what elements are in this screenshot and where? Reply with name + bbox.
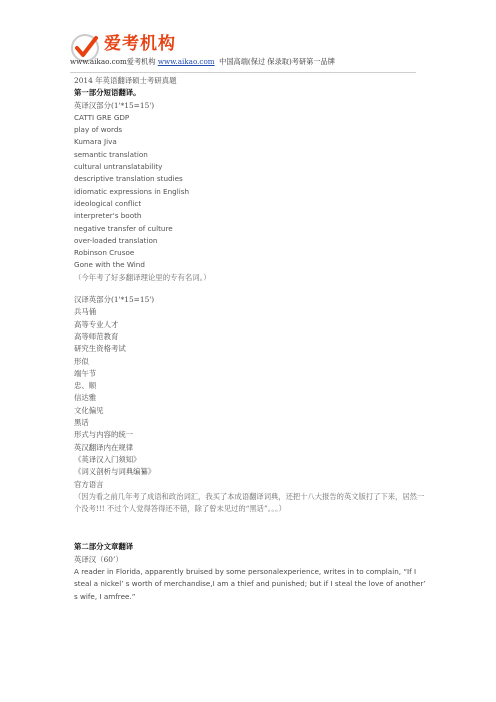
- list-item: 忠、顺: [74, 381, 97, 391]
- list-item: idiomatic expressions in English: [74, 186, 189, 196]
- list-item: CATTI GRE GDP: [74, 112, 130, 122]
- list-item: interpreter's booth: [74, 211, 142, 221]
- list-item: 形似: [74, 356, 89, 366]
- list-item: 高等师范教育: [74, 331, 119, 341]
- doc-title: 2014 年英语翻译硕士考研真题: [74, 76, 177, 85]
- en-cn-note: （今年考了好多翻译理论里的专有名词。）: [74, 272, 211, 282]
- list-item: 黑话: [74, 418, 89, 428]
- list-item: semantic translation: [74, 149, 148, 159]
- en-cn-list: [74, 112, 434, 272]
- page-header: [70, 30, 430, 70]
- list-item: descriptive translation studies: [74, 174, 183, 184]
- cn-en-list: [74, 306, 434, 490]
- cn-en-note: （因为看之前几年考了成语和政治词汇，我买了本成语翻译词典，还把十八大报告的英文版打了下来，居然一个没考!!! 不过个人觉得答得还不错，除了曾未见过的“黑话”。。。）: [74, 491, 425, 514]
- list-item: 形式与内容的统一: [74, 430, 134, 440]
- list-item: play of words: [74, 125, 123, 135]
- header-site-line: [70, 57, 335, 67]
- list-item: Robinson Crusoe: [74, 248, 135, 258]
- list-item: 端午节: [74, 368, 97, 378]
- list-item: ideological conflict: [74, 198, 142, 208]
- list-item: Gone with the Wind: [74, 260, 145, 270]
- list-item: 文化偏见: [74, 405, 104, 415]
- logo-text: 爱考机构: [104, 34, 176, 54]
- list-item: 英汉翻译内在规律: [74, 442, 134, 452]
- list-item: cultural untranslatability: [74, 162, 163, 172]
- cn-en-heading: 汉译英部分(1'*15=15'): [74, 295, 155, 305]
- site-url-primary[interactable]: www.aikao.com: [70, 57, 127, 66]
- list-item: 兵马俑: [74, 307, 97, 317]
- list-item: 官方语言: [74, 479, 104, 489]
- list-item: 研究生资格考试: [74, 344, 126, 354]
- header-divider: [70, 72, 416, 73]
- site-tagline: 中国高端(保过 保录取)考研第一品牌: [219, 57, 335, 66]
- list-item: 《词义剖析与词典编纂》: [74, 467, 156, 477]
- passage-paragraph: A reader in Florida, apparently bruised by some personalexperience, writes in to complain, “If I steal a nickel’ s worth of merchandise,I am a thief and punished; but if I steal the love of another’ s wife, I amfree.”: [74, 566, 426, 601]
- list-item: 高等专业人才: [74, 319, 119, 329]
- en-cn-heading: 英译汉部分(1'*15=15'): [74, 100, 155, 110]
- part1-heading: 第一部分短语翻译。: [74, 88, 141, 98]
- list-item: 信达雅: [74, 393, 97, 403]
- list-item: Kumara Jiva: [74, 137, 117, 147]
- part2-heading: 第二部分文章翻译: [74, 542, 134, 552]
- list-item: 《英译汉入门须知》: [74, 454, 141, 464]
- document-body: [74, 75, 434, 603]
- site-url-link[interactable]: www.aikao.com: [157, 57, 215, 66]
- list-item: negative transfer of culture: [74, 223, 173, 233]
- list-item: over-loaded translation: [74, 235, 158, 245]
- part2-subheading: 英译汉（60’）: [74, 554, 123, 564]
- site-name: 爱考机构: [126, 57, 156, 66]
